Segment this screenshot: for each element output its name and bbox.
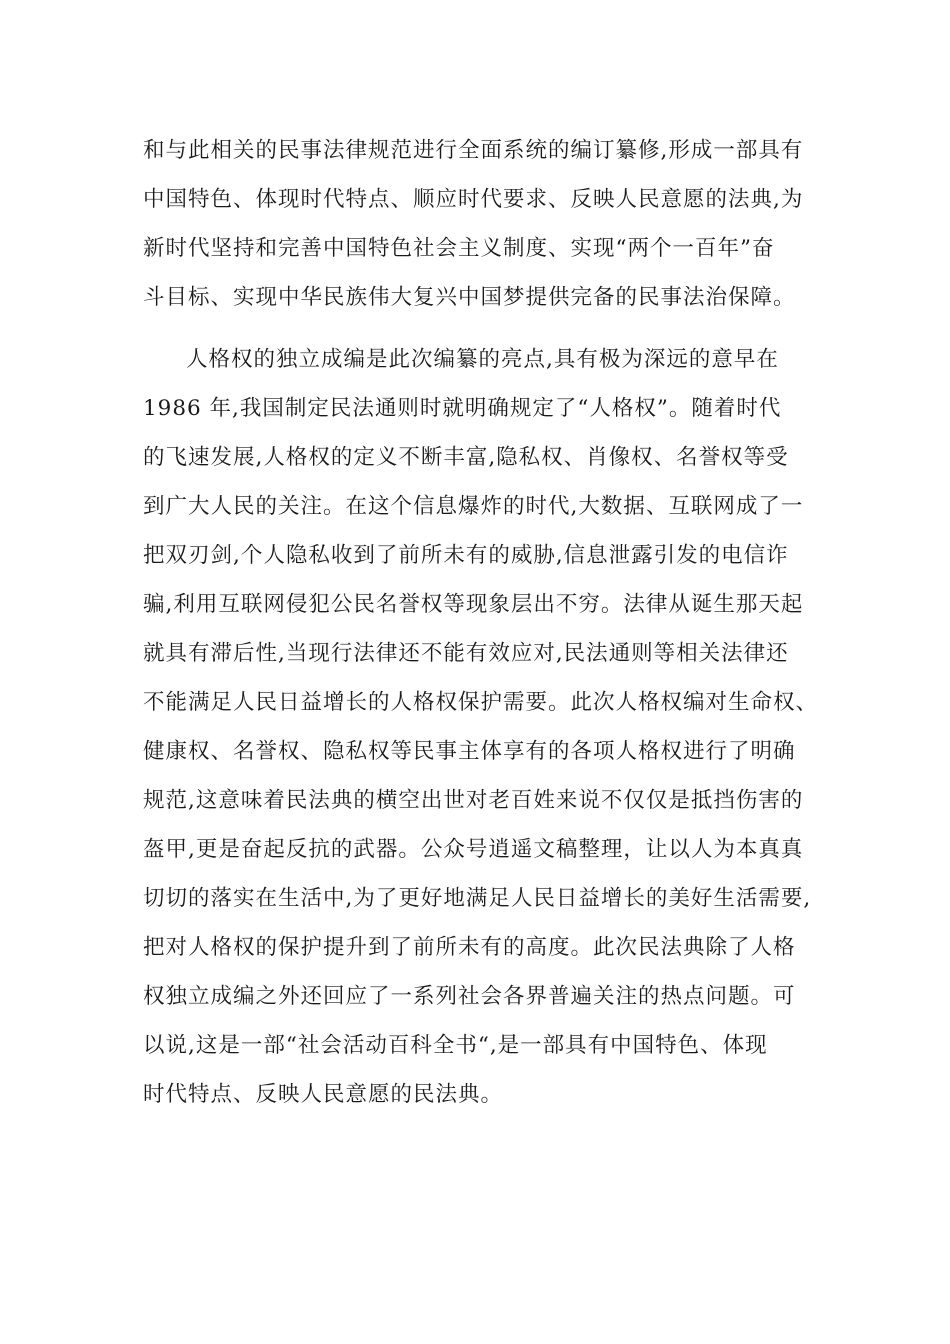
- paragraph-line: 1986 年,我国制定民法通则时就明确规定了“人格权”。随着时代: [143, 396, 782, 421]
- paragraph-line: 和与此相关的民事法律规范进行全面系统的编订纂修,形成一部具有: [143, 138, 804, 163]
- paragraph-line: 中国特色、体现时代特点、顺应时代要求、反映人民意愿的法典,为: [143, 187, 804, 212]
- paragraph-line: 时代特点、反映人民意愿的民法典。: [143, 1082, 504, 1107]
- paragraph-2: [143, 335, 819, 1119]
- paragraph-line: 到广大人民的关注。在这个信息爆炸的时代,大数据、互联网成了一: [143, 494, 804, 519]
- paragraph-line: 健康权、名誉权、隐私权等民事主体享有的各项人格权进行了明确: [143, 739, 796, 764]
- paragraph-line: 不能满足人民日益增长的人格权保护需要。此次人格权编对生命权、: [143, 690, 819, 715]
- paragraph-line: 盔甲,更是奋起反抗的武器。公众号逍遥文稿整理，让以人为本真真: [143, 837, 804, 862]
- paragraph-line: 斗目标、实现中华民族伟大复兴中国梦提供完备的民事法治保障。: [143, 285, 796, 310]
- paragraph-line: 骗,利用互联网侵犯公民名誉权等现象层出不穷。法律从诞生那天起: [143, 592, 804, 617]
- paragraph-line: 就具有滞后性,当现行法律还不能有效应对,民法通则等相关法律还: [143, 641, 789, 666]
- paragraph-line: 切切的落实在生活中,为了更好地满足人民日益增长的美好生活需要,: [143, 886, 812, 911]
- paragraph-line: 以说,这是一部“社会活动百科全书“,是一部具有中国特色、体现: [143, 1033, 768, 1058]
- paragraph-line: 的飞速发展,人格权的定义不断丰富,隐私权、肖像权、名誉权等受: [143, 445, 789, 470]
- paragraph-1: [143, 126, 808, 322]
- paragraph-line: 规范,这意味着民法典的横空出世对老百姓来说不仅仅是抵挡伤害的: [143, 788, 804, 813]
- paragraph-line: 把对人格权的保护提升到了前所未有的高度。此次民法典除了人格: [143, 935, 796, 960]
- paragraph-line: 把双刃剑,个人隐私收到了前所未有的威胁,信息泄露引发的电信诈: [143, 543, 789, 568]
- paragraph-line: 新时代坚持和完善中国特色社会主义制度、实现“两个一百年”奋: [143, 236, 775, 261]
- paragraph-line: 权独立成编之外还回应了一系列社会各界普遍关注的热点问题。可: [143, 984, 796, 1009]
- paragraph-line: 人格权的独立成编是此次编纂的亮点,具有极为深远的意早在: [186, 347, 779, 372]
